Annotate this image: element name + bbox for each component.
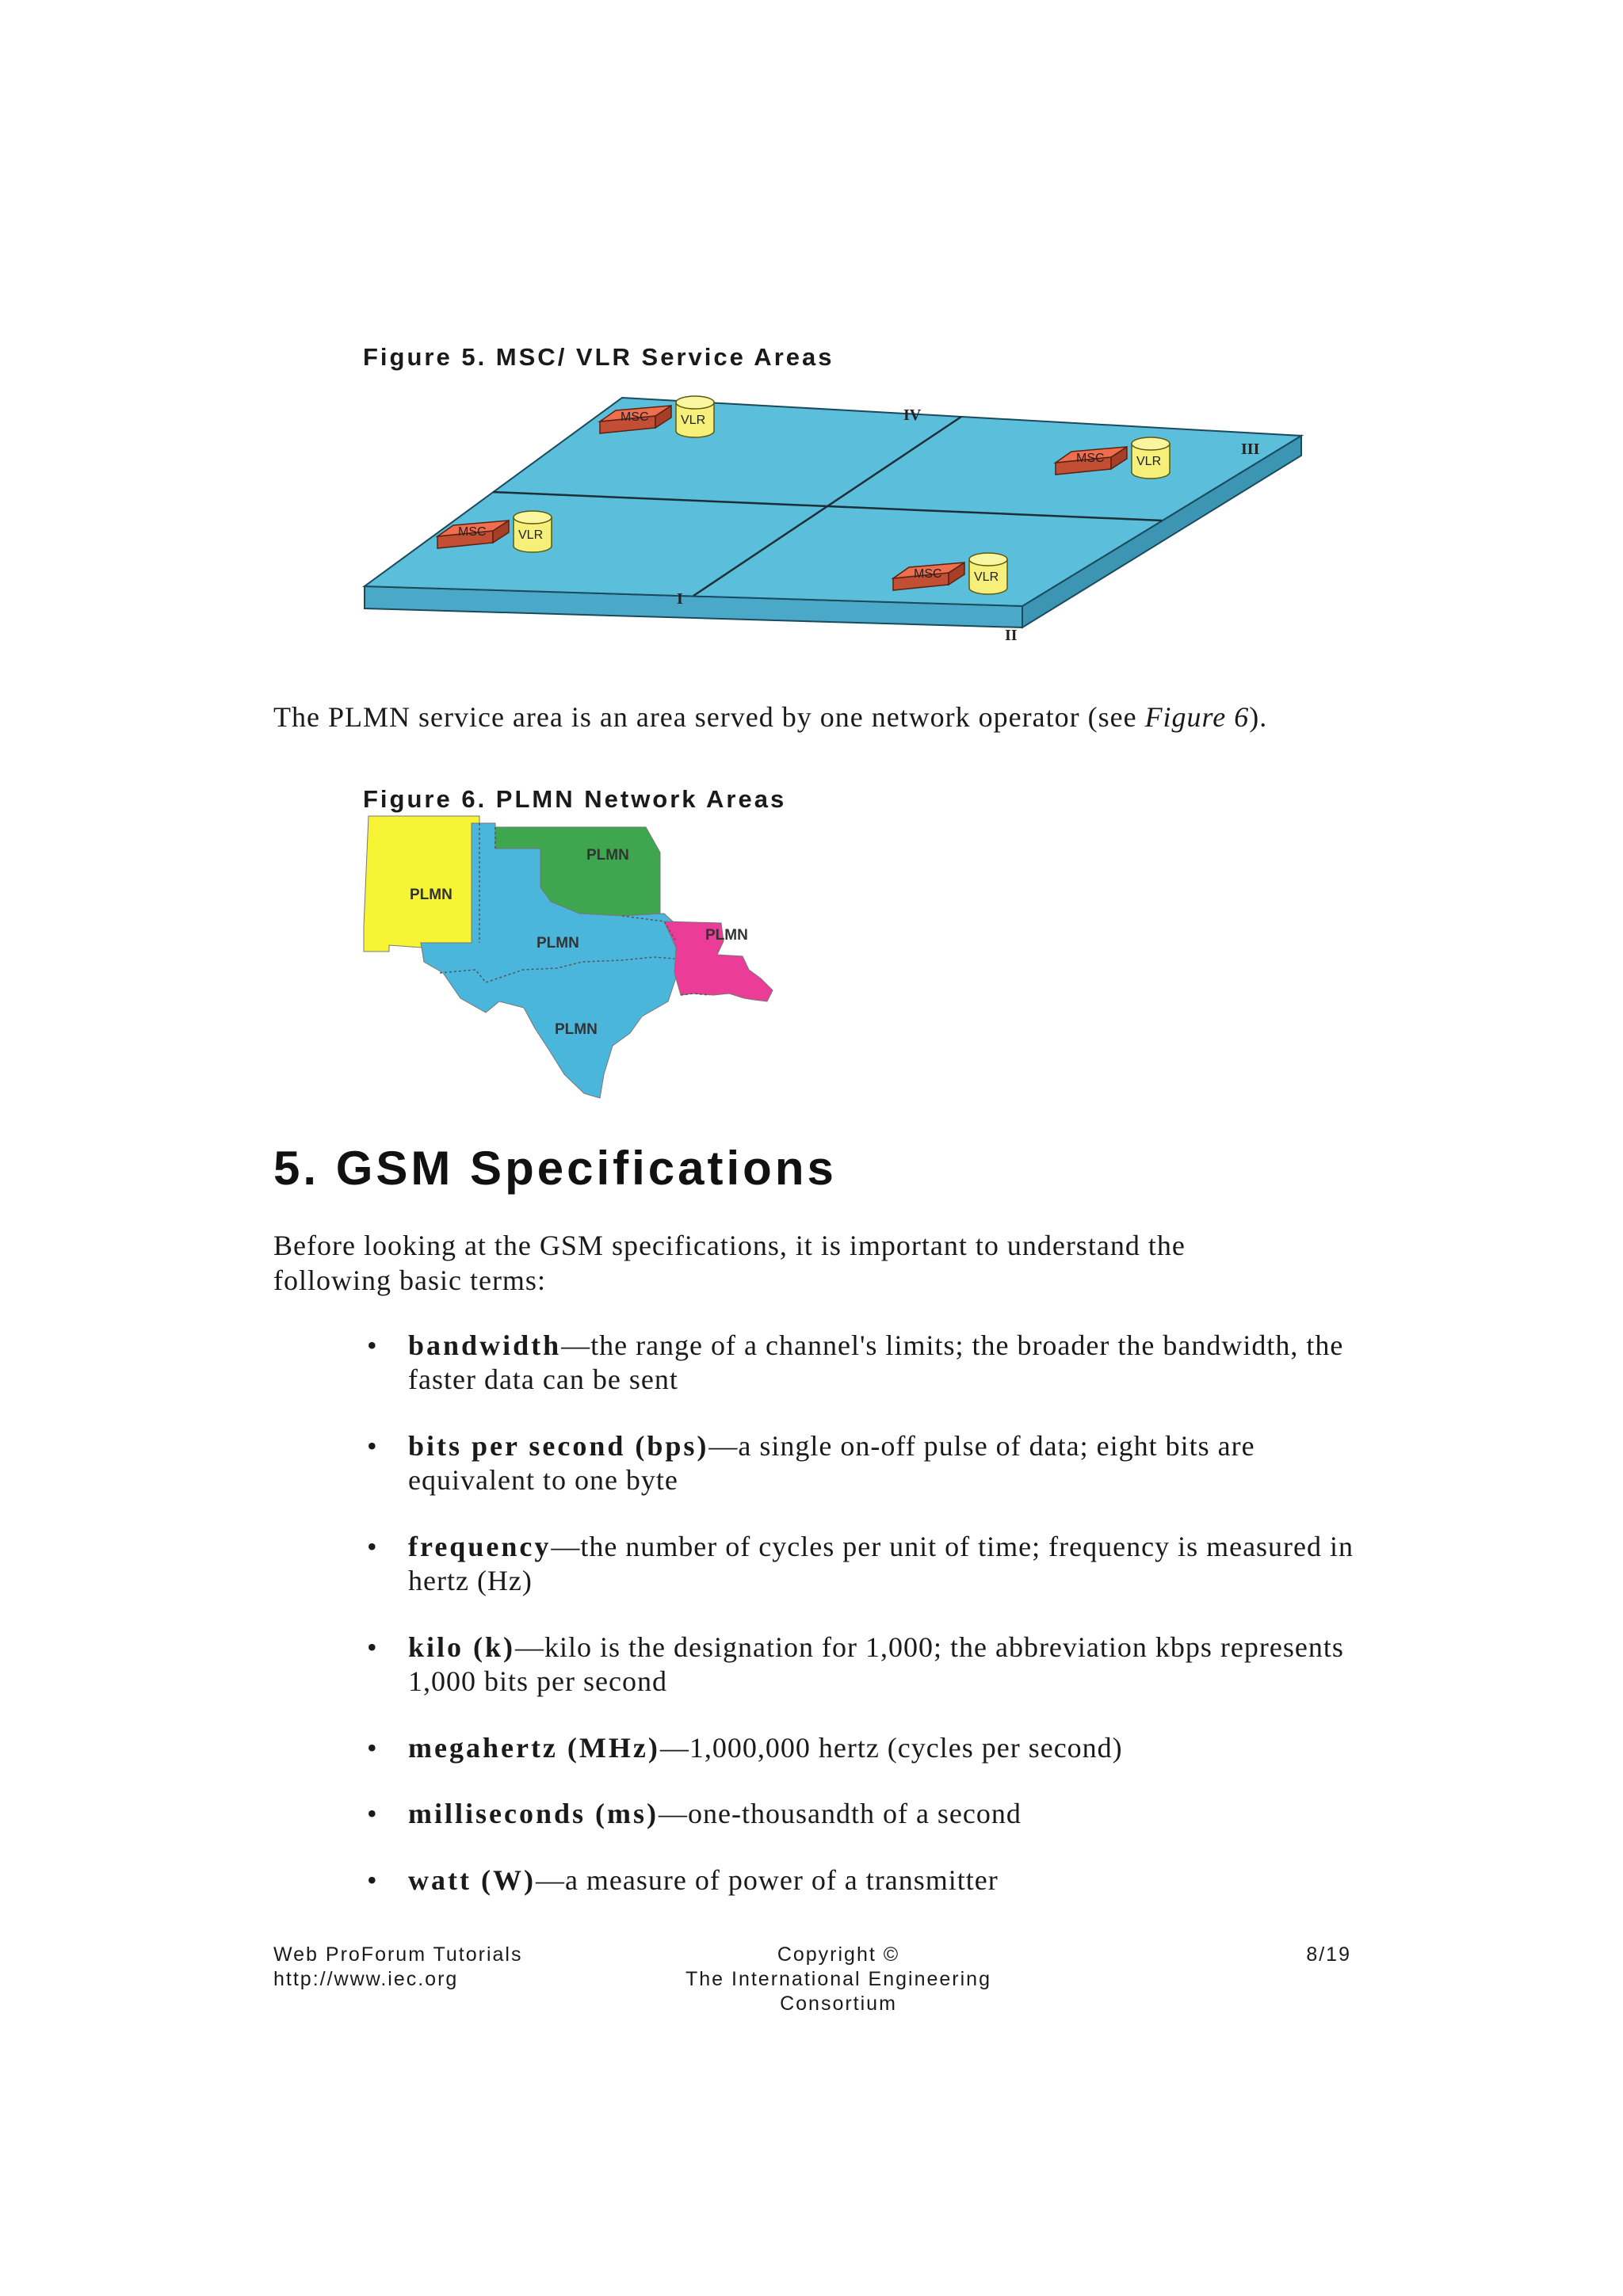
- plmn-label-magenta: PLMN: [705, 927, 748, 944]
- term-name: frequency: [408, 1531, 552, 1562]
- plmn-label-blue-south: PLMN: [555, 1021, 598, 1038]
- area-label-i: I: [677, 590, 683, 608]
- plmn-region-yellow: [364, 816, 479, 952]
- plmn-label-blue-north: PLMN: [537, 935, 579, 952]
- list-item: [367, 1731, 1359, 1765]
- bullet-icon: •: [367, 1864, 378, 1896]
- bullet-icon: •: [367, 1798, 378, 1829]
- intro-text: The PLMN service area is an area served by one network operator (see: [273, 701, 1145, 733]
- vlr-label: VLR: [974, 570, 999, 584]
- term-name: bandwidth: [408, 1329, 562, 1361]
- term-definition: —the range of a channel's limits; the broader the bandwidth, the faster data can be sent: [408, 1329, 1344, 1395]
- term-definition: —1,000,000 hertz (cycles per second): [659, 1732, 1123, 1764]
- bullet-icon: •: [367, 1531, 378, 1562]
- section-intro-paragraph: Before looking at the GSM specifications, it is important to understand the following basic terms:: [273, 1230, 1186, 1296]
- msc-label: MSC: [621, 410, 649, 424]
- vlr-cylinder: [514, 511, 552, 524]
- term-definition: —one-thousandth of a second: [659, 1798, 1022, 1829]
- list-item: [367, 1429, 1359, 1497]
- plmn-label-green: PLMN: [586, 847, 629, 864]
- list-item: [367, 1329, 1359, 1397]
- term-name: watt (W): [408, 1864, 536, 1896]
- bullet-icon: •: [367, 1631, 378, 1663]
- plmn-network-areas-map: [361, 814, 789, 1100]
- vlr-label: VLR: [1136, 455, 1162, 468]
- msc-label: MSC: [1076, 452, 1105, 465]
- plmn-intro-paragraph: [273, 700, 1383, 734]
- term-definition: —the number of cycles per unit of time; frequency is measured in hertz (Hz): [408, 1531, 1354, 1596]
- vlr-cylinder: [969, 553, 1007, 566]
- figure6-caption: Figure 6. PLMN Network Areas: [363, 785, 787, 813]
- footer-left: [273, 1943, 522, 1992]
- area-label-iv: IV: [903, 406, 922, 424]
- bullet-icon: •: [367, 1329, 378, 1361]
- footer-copyright: Copyright ©: [777, 1943, 900, 1966]
- vlr-label: VLR: [518, 528, 544, 542]
- footer-center: [624, 1943, 1052, 2016]
- vlr-label: VLR: [681, 414, 706, 427]
- term-name: milliseconds (ms): [408, 1798, 659, 1829]
- term-name: megahertz (MHz): [408, 1732, 660, 1764]
- term-name: bits per second (bps): [408, 1430, 709, 1462]
- msc-label: MSC: [458, 525, 487, 539]
- figure-6-reference: Figure 6: [1144, 701, 1250, 733]
- vlr-cylinder: [1132, 437, 1170, 450]
- figure5-caption: Figure 5. MSC/ VLR Service Areas: [363, 343, 834, 371]
- footer-url-link[interactable]: http://www.iec.org: [273, 1968, 459, 1990]
- section-title: 5. GSM Specifications: [273, 1142, 837, 1195]
- msc-vlr-service-areas-diagram: [357, 388, 1316, 681]
- list-item: [367, 1630, 1359, 1699]
- term-name: kilo (k): [408, 1631, 516, 1663]
- area-label-ii: II: [1005, 627, 1018, 644]
- footer-tutorials-label: Web ProForum Tutorials: [273, 1943, 523, 1966]
- bullet-icon: •: [367, 1732, 378, 1764]
- area-label-iii: III: [1241, 441, 1260, 458]
- footer-organization: The International Engineering Consortium: [685, 1968, 991, 2015]
- list-item: [367, 1797, 1359, 1831]
- msc-label: MSC: [914, 567, 942, 581]
- page-number: 8/19: [1306, 1943, 1351, 1966]
- list-item: [367, 1530, 1359, 1598]
- intro-text-end: ).: [1249, 701, 1268, 733]
- vlr-cylinder: [676, 396, 714, 409]
- list-item: [367, 1863, 1359, 1897]
- term-definition: —a measure of power of a transmitter: [535, 1864, 999, 1896]
- plmn-label-yellow: PLMN: [410, 887, 453, 903]
- term-definition: —a single on-off pulse of data; eight bits are equivalent to one byte: [408, 1430, 1255, 1496]
- term-definition: —kilo is the designation for 1,000; the abbreviation kbps represents 1,000 bits per second: [408, 1631, 1344, 1697]
- bullet-icon: •: [367, 1430, 378, 1462]
